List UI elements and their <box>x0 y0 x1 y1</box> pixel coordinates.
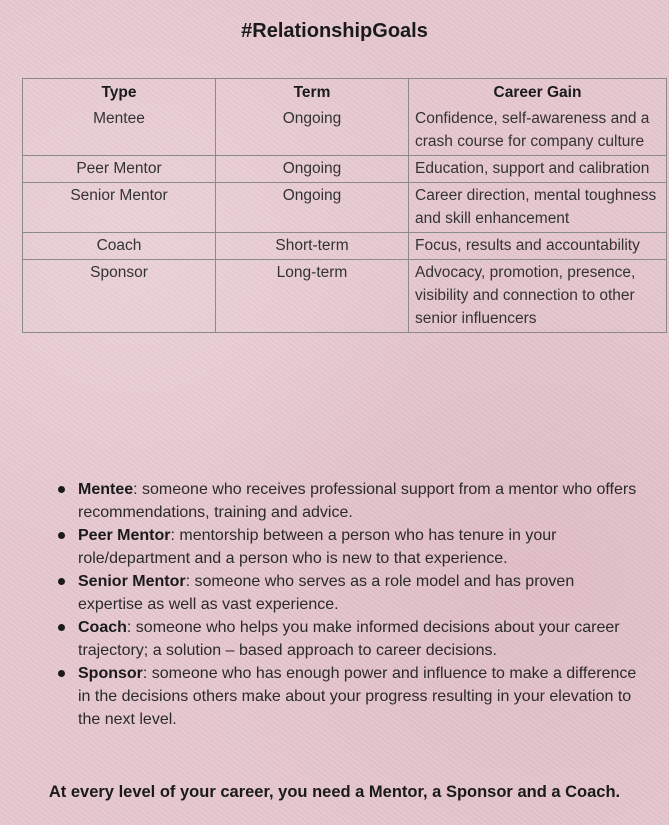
definition-text: : someone who has enough power and influence to make a difference in the decisions others make about your progress resulting in your elevation to the next level. <box>78 665 637 728</box>
relationship-table <box>22 78 667 333</box>
table-header-row <box>23 79 667 107</box>
footer-tagline: At every level of your career, you need a Mentor, a Sponsor and a Coach. <box>48 783 621 801</box>
definition-item <box>52 662 642 731</box>
cell-type: Mentee <box>23 106 216 156</box>
cell-term: Long-term <box>216 260 409 333</box>
definition-item <box>52 478 642 524</box>
definition-text: : someone who helps you make informed decisions about your career trajectory; a solution – based approach to career decisions. <box>78 619 620 659</box>
bullet-icon <box>58 670 65 677</box>
table-row <box>23 106 667 156</box>
table-row <box>23 260 667 333</box>
header-term: Term <box>216 79 409 107</box>
cell-type: Peer Mentor <box>23 156 216 183</box>
cell-career-gain: Confidence, self-awareness and a crash course for company culture <box>409 106 667 156</box>
table-row <box>23 233 667 260</box>
cell-term: Ongoing <box>216 156 409 183</box>
definition-text: : mentorship between a person who has tenure in your role/department and a person who is new to that experience. <box>78 527 557 567</box>
definition-text: : someone who receives professional support from a mentor who offers recommendations, training and advice. <box>78 481 637 521</box>
cell-term: Ongoing <box>216 106 409 156</box>
definition-term: Senior Mentor <box>78 573 186 590</box>
cell-type: Sponsor <box>23 260 216 333</box>
cell-term: Short-term <box>216 233 409 260</box>
definition-text: : someone who serves as a role model and has proven expertise as well as vast experience. <box>78 573 575 613</box>
definition-item <box>52 570 642 616</box>
cell-term: Ongoing <box>216 183 409 233</box>
definition-term: Coach <box>78 619 127 636</box>
page-title: #RelationshipGoals <box>241 20 428 42</box>
bullet-icon <box>58 624 65 631</box>
bullet-icon <box>58 532 65 539</box>
table-row <box>23 156 667 183</box>
definitions-list <box>52 478 642 731</box>
cell-career-gain: Advocacy, promotion, presence, visibility and connection to other senior influencers <box>409 260 667 333</box>
cell-career-gain: Education, support and calibration <box>409 156 667 183</box>
definition-item <box>52 616 642 662</box>
header-career-gain: Career Gain <box>409 79 667 107</box>
cell-career-gain: Focus, results and accountability <box>409 233 667 260</box>
definition-term: Mentee <box>78 481 134 498</box>
cell-type: Senior Mentor <box>23 183 216 233</box>
bullet-icon <box>58 486 65 493</box>
bullet-icon <box>58 578 65 585</box>
cell-career-gain: Career direction, mental toughness and skill enhancement <box>409 183 667 233</box>
definition-term: Peer Mentor <box>78 527 171 544</box>
table-row <box>23 183 667 233</box>
header-type: Type <box>23 79 216 107</box>
definition-item <box>52 524 642 570</box>
definition-term: Sponsor <box>78 665 143 682</box>
cell-type: Coach <box>23 233 216 260</box>
